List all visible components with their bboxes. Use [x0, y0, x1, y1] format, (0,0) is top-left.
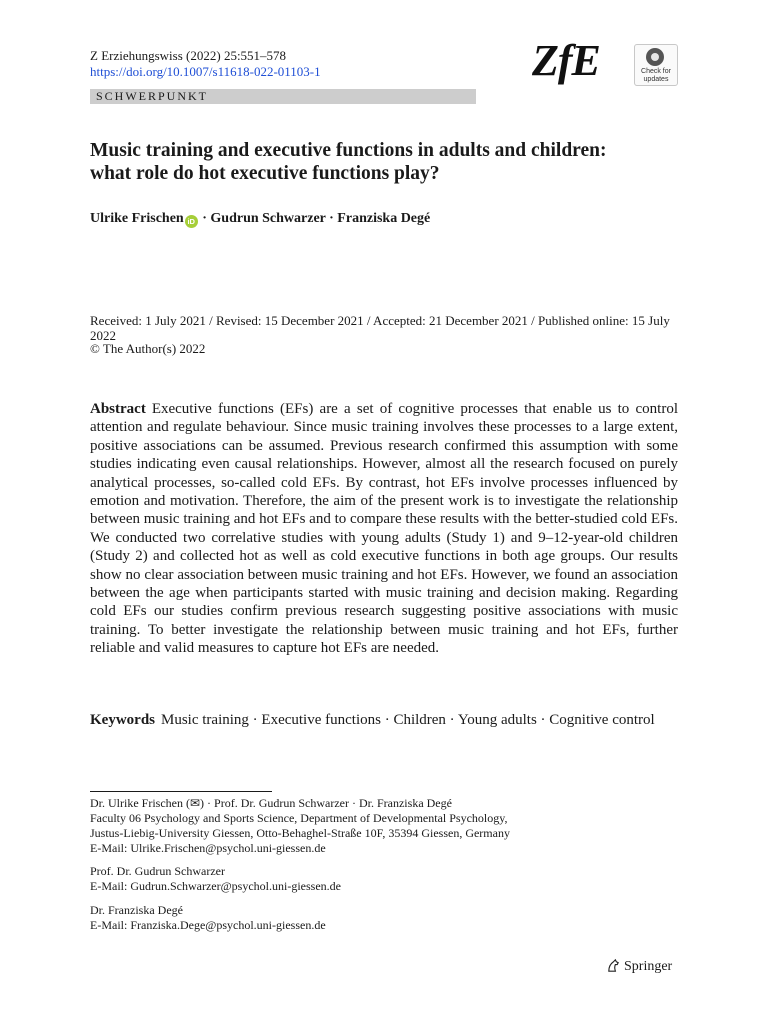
journal-logo: ZfE [532, 36, 600, 85]
journal-citation: Z Erziehungswiss (2022) 25:551–578 [90, 48, 287, 63]
abstract-label: Abstract [90, 401, 146, 417]
keywords-text: Music training · Executive functions · Children · Young adults · Cognitive control [161, 712, 655, 728]
check-for-updates-badge[interactable] [634, 44, 678, 86]
author-rest: · Gudrun Schwarzer · Franziska Degé [198, 211, 431, 226]
orcid-icon[interactable]: iD [185, 215, 198, 228]
author-first[interactable]: Ulrike Frischen [90, 211, 184, 226]
footnote-affiliation-1: Faculty 06 Psychology and Sports Science, Department of Developmental Psychology, [90, 811, 508, 825]
publisher-name: Springer [624, 959, 673, 974]
footnote-name-2: Prof. Dr. Gudrun Schwarzer [90, 864, 225, 878]
keywords [90, 711, 678, 729]
check-updates-line-2: updates [643, 75, 669, 83]
section-label: SCHWERPUNKT [96, 89, 209, 103]
footnote-name-3: Dr. Franziska Degé [90, 903, 183, 917]
springer-horse-icon [606, 958, 621, 973]
crossmark-icon [646, 48, 664, 66]
keywords-label: Keywords [90, 712, 155, 728]
publication-history: Received: 1 July 2021 / Revised: 15 December 2021 / Accepted: 21 December 2021 / Published online: 15 July 2022 [90, 313, 670, 343]
footnote-authors: Dr. Ulrike Frischen (✉) · Prof. Dr. Gudrun Schwarzer · Dr. Franziska Degé [90, 796, 452, 810]
doi-link[interactable]: https://doi.org/10.1007/s11618-022-01103-1 [90, 64, 321, 79]
check-updates-line-1: Check for [641, 68, 671, 75]
copyright-notice: © The Author(s) 2022 [90, 341, 206, 356]
article-title: Music training and executive functions in adults and children: what role do hot executive functions play? [90, 140, 607, 184]
footnote-email-3[interactable]: E-Mail: Franziska.Dege@psychol.uni-giessen.de [90, 918, 326, 932]
author-list [90, 210, 430, 228]
footnote-email-1[interactable]: E-Mail: Ulrike.Frischen@psychol.uni-giessen.de [90, 841, 326, 855]
footnote-affiliation-2: Justus-Liebig-University Giessen, Otto-Behaghel-Straße 10F, 35394 Giessen, Germany [90, 826, 510, 840]
abstract-text: Executive functions (EFs) are a set of cognitive processes that enable us to control attention and regulate behaviour. Since music training involves these processes to a large extent, positive associations can be assumed. Previous research confirmed this assumption with some studies indicating even causal relationships. However, almost all the research focused on purely analytical processes, so-called cold EFs. By contrast, hot EFs involve processes influenced by emotion and motivation. Therefore, the aim of the present work is to investigate the relationship between music training and hot EFs and to compare these results with the better-studied cold EFs. We conducted two correlative studies with young adults (Study 1) and 9–12-year-old children (Study 2) and collected hot as well as cold executive functions in both age groups. Our results show no clear association between music training and hot EFs. However, we found an association between the age when participants started with music training and decision making. Regarding cold EFs our studies confirm previous research suggesting positive associations with music training. To better investigate the relationship between music training and hot EFs, further reliable and valid measures to capture hot EFs are needed. [90, 401, 678, 657]
publisher-logo [606, 958, 672, 976]
abstract [90, 400, 678, 658]
footnote-divider [90, 791, 272, 792]
footnote-email-2[interactable]: E-Mail: Gudrun.Schwarzer@psychol.uni-giessen.de [90, 879, 341, 893]
